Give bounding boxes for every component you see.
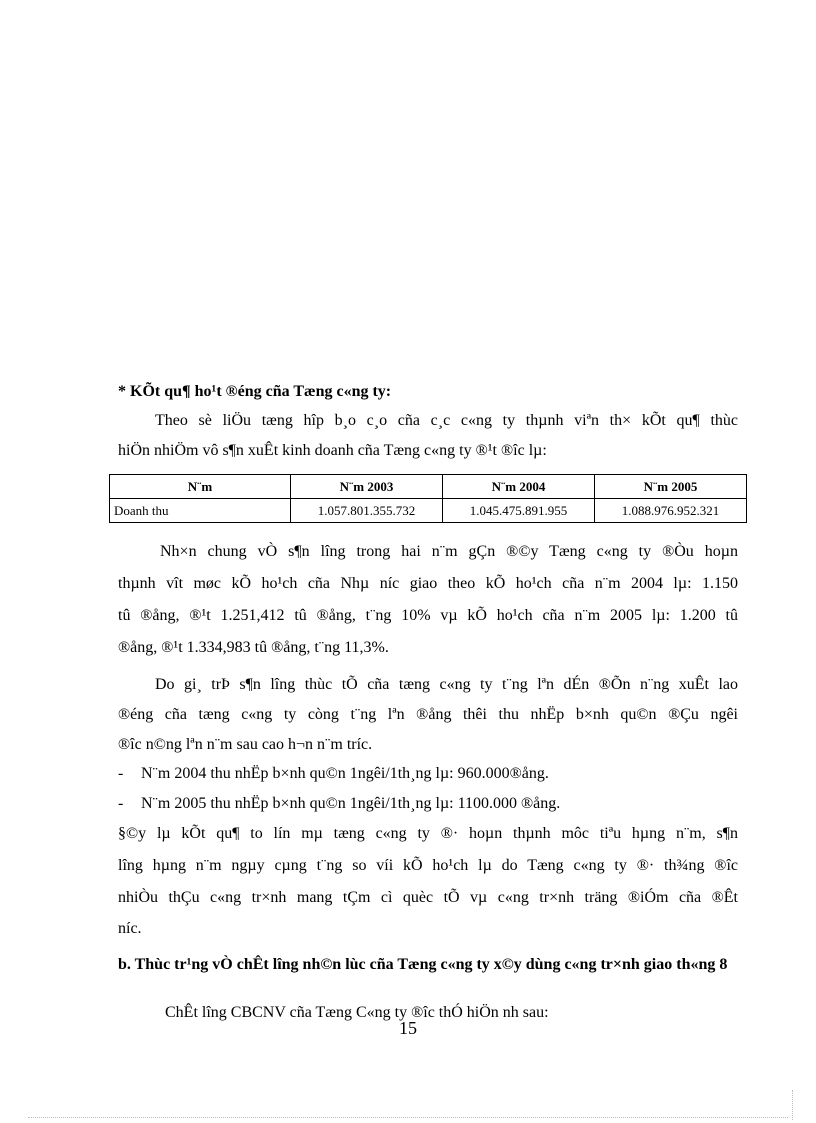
closing-line: ChÊt lîng CBCNV cña Tæng C«ng ty ®îc thÓ hiÖn nh sau:	[165, 1004, 549, 1021]
bullet-item: N¨m 2005 thu nhËp b×nh qu©n 1ngêi/1th¸ng lµ: 1100.000 ®ång.	[141, 795, 561, 812]
paragraph-line: ®îc n©ng lªn n¨m sau cao h¬n n¨m tríc.	[118, 736, 373, 753]
paragraph-line: ®ång, ®¹t 1.334,983 tû ®ång, t¨ng 11,3%.	[118, 639, 389, 656]
bullet-marker: -	[118, 765, 124, 782]
paragraph-line: thµnh vît møc kÕ ho¹ch cña Nhµ níc giao theo kÕ ho¹ch cña n¨m 2004 lµ: 1.150	[118, 575, 738, 592]
paragraph-line: lîng hµng n¨m ngµy cµng t¨ng so víi kÕ ho¹ch lµ do Tæng c«ng ty ®· th¾ng ®îc	[118, 857, 738, 874]
paragraph-line: ®éng cña tæng c«ng ty còng t¨ng lªn ®ång thêi thu nhËp b×nh qu©n ®Çu ngêi	[118, 706, 738, 723]
page-border-divider	[28, 1117, 788, 1118]
paragraph-line: níc.	[118, 920, 142, 937]
table-header-row	[110, 475, 747, 499]
paragraph-line: §©y lµ kÕt qu¶ to lín mµ tæng c«ng ty ®· hoµn thµnh môc tiªu hµng n¨m, s¶n	[118, 825, 738, 842]
bullet-item: N¨m 2004 thu nhËp b×nh qu©n 1ngêi/1th¸ng lµ: 960.000®ång.	[141, 765, 549, 782]
intro-line: hiÖn nhiÖm vô s¶n xuÊt kinh doanh cña Tæng c«ng ty ®¹t ®îc lµ:	[118, 442, 547, 459]
subsection-heading: b. Thùc tr¹ng vÒ chÊt lîng nh©n lùc cña Tæng c«ng ty x©y dùng c«ng tr×nh giao th«ng 8	[118, 956, 728, 973]
paragraph-line: Do gi¸ trÞ s¶n lîng thùc tÕ cña tæng c«ng ty t¨ng lªn dÉn ®Õn n¨ng xuÊt lao	[155, 676, 738, 693]
table-header-cell: N¨m	[110, 475, 291, 499]
table-header-cell: N¨m 2004	[443, 475, 595, 499]
table-cell: 1.045.475.891.955	[443, 499, 595, 523]
table-header-cell: N¨m 2003	[291, 475, 443, 499]
table-cell: Doanh thu	[110, 499, 291, 523]
paragraph-line: tû ®ång, ®¹t 1.251,412 tû ®ång, t¨ng 10% vµ kÕ ho¹ch cña n¨m 2005 lµ: 1.200 tû	[118, 607, 738, 624]
paragraph-line: nhiÒu thÇu c«ng tr×nh mang tÇm cì quèc tÕ vµ c«ng tr×nh träng ®iÓm cña ®Êt	[118, 889, 738, 906]
table-cell: 1.088.976.952.321	[595, 499, 747, 523]
table-cell: 1.057.801.355.732	[291, 499, 443, 523]
section-heading: * KÕt qu¶ ho¹t ®éng cña Tæng c«ng ty:	[118, 383, 392, 400]
page-corner-mark	[792, 1090, 793, 1120]
bullet-marker: -	[118, 795, 124, 812]
paragraph-line: Nh×n chung vÒ s¶n lîng trong hai n¨m gÇn ®©y Tæng c«ng ty ®Òu hoµn	[160, 543, 738, 560]
table-row	[110, 499, 747, 523]
table-header-cell: N¨m 2005	[595, 475, 747, 499]
page-number: 15	[399, 1018, 417, 1038]
intro-line: Theo sè liÖu tæng hîp b¸o c¸o cña c¸c c«ng ty thµnh viªn th× kÕt qu¶ thùc	[155, 412, 738, 429]
revenue-table	[109, 474, 747, 523]
